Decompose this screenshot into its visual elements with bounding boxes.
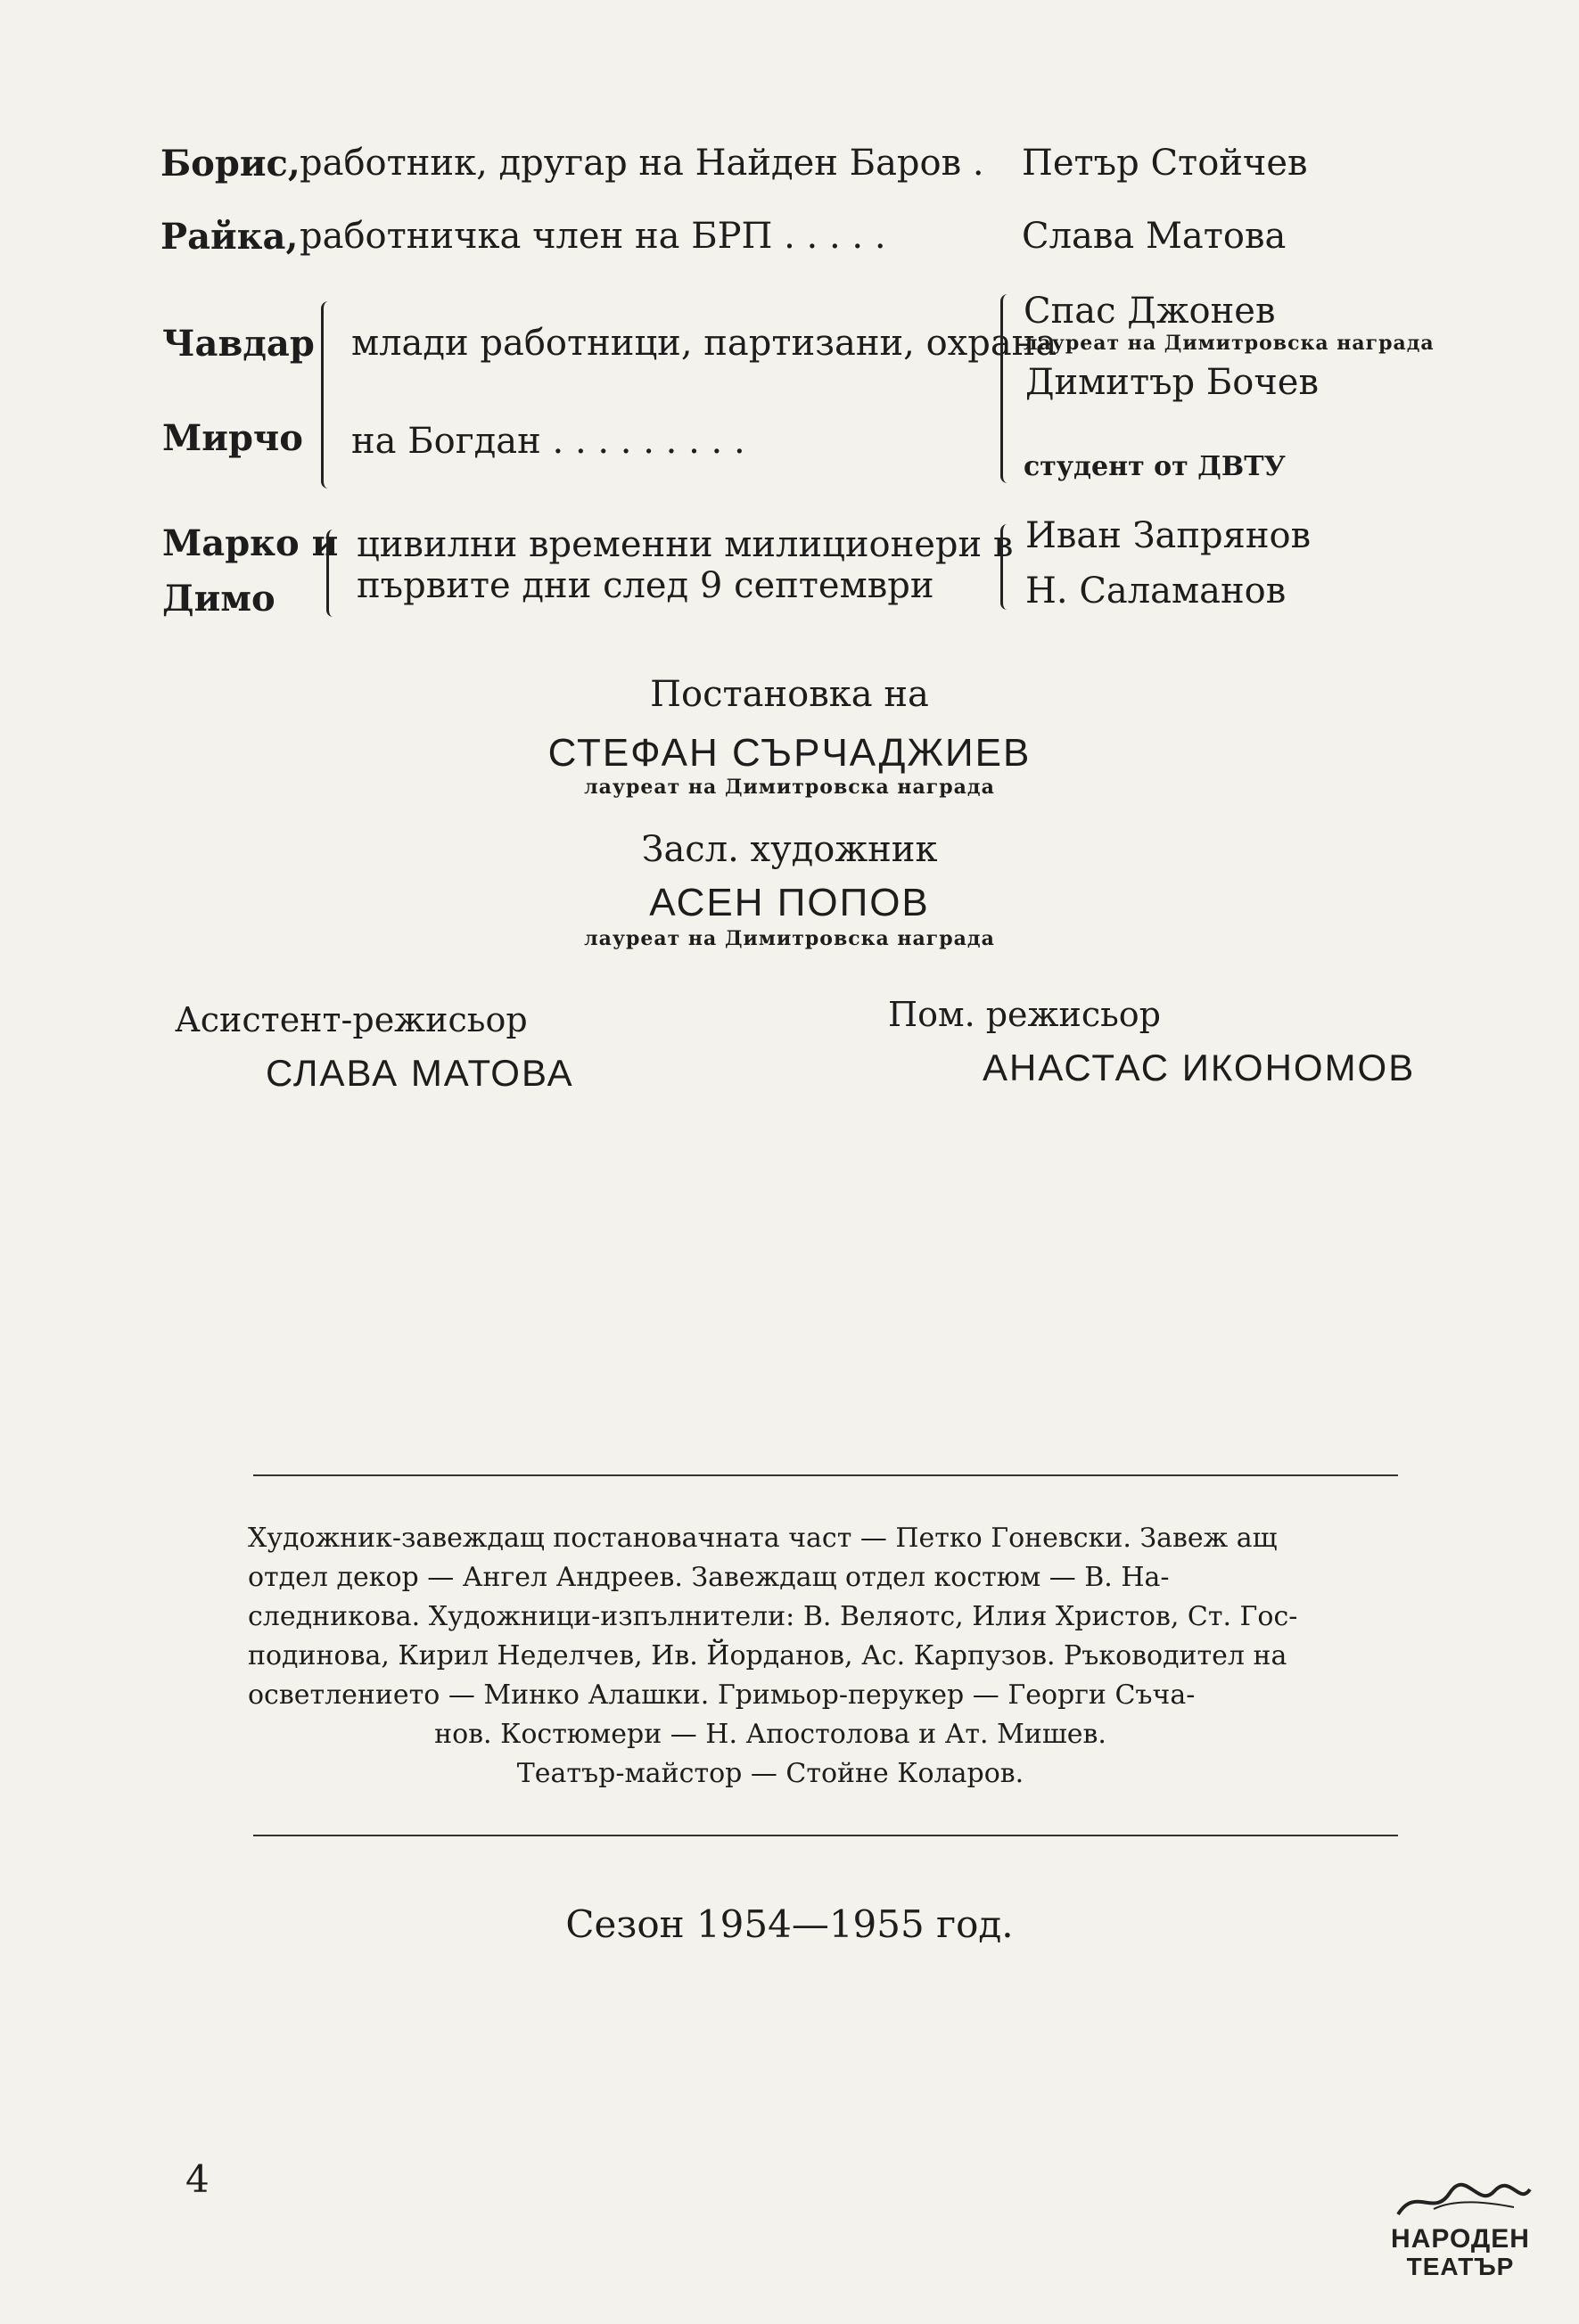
role-name: Марко и xyxy=(162,522,339,564)
credits-line: Художник-завеждащ постановачната част — Петко Гоневски. Завеж ащ xyxy=(248,1523,1278,1554)
season-line: Сезон 1954—1955 год. xyxy=(565,1902,1014,1946)
role-name: Чавдар xyxy=(162,323,315,365)
role-description: първите дни след 9 септември xyxy=(357,565,934,606)
signature-icon xyxy=(1380,2182,1541,2221)
role-description: млади работници, партизани, охрана xyxy=(351,323,1057,364)
artist-name: АСЕН ПОПОВ xyxy=(649,881,930,924)
actor-name: Иван Запрянов xyxy=(1025,515,1312,556)
actor-name: Спас Джонев xyxy=(1024,291,1276,332)
left-brace xyxy=(321,301,336,489)
staging-label: Постановка на xyxy=(650,674,929,715)
page-number: 4 xyxy=(185,2157,210,2201)
right-brace xyxy=(1000,294,1016,483)
role-description: на Богдан . . . . . . . . . xyxy=(351,421,745,462)
credits-line: подинова, Кирил Неделчев, Ив. Йорданов, Ас. Карпузов. Ръководител на xyxy=(248,1640,1287,1671)
role-name: Мирчо xyxy=(162,417,303,459)
role-description: работничка член на БРП . . . . . xyxy=(300,216,886,257)
credits-line: осветлението — Минко Алашки. Гримьор-перукер — Георги Съча- xyxy=(248,1679,1196,1711)
role-name: Борис, xyxy=(160,143,300,185)
role-description: цивилни временни милиционери в xyxy=(357,524,1014,565)
assistant2-label: Пом. режисьор xyxy=(888,995,1162,1034)
actor-note: студент от ДВТУ xyxy=(1024,451,1286,482)
actor-name: Слава Матова xyxy=(1022,216,1287,257)
actor-name: Петър Стойчев xyxy=(1022,143,1308,184)
left-brace xyxy=(326,530,340,617)
assistant-name: СЛАВА МАТОВА xyxy=(266,1052,574,1094)
actor-name: Н. Саламанов xyxy=(1025,571,1287,612)
logo-text-bottom: ТЕАТЪР xyxy=(1406,2253,1515,2280)
assistant2-name: АНАСТАС ИКОНОМОВ xyxy=(983,1047,1416,1088)
technical-credits xyxy=(248,1519,1400,1794)
credits-line: отдел декор — Ангел Андреев. Завеждащ отдел костюм — В. На- xyxy=(248,1562,1170,1593)
divider-top xyxy=(253,1474,1398,1476)
credits-line: нов. Костюмери — Н. Апостолова и Ат. Мишев. xyxy=(434,1719,1106,1750)
artist-label: Засл. художник xyxy=(641,829,938,870)
artist-note: лауреат на Димитровска награда xyxy=(584,927,995,950)
actor-note: лауреат на Димитровска награда xyxy=(1024,332,1435,355)
credits-line: Театър-майстор — Стойне Коларов. xyxy=(516,1758,1024,1789)
director-note: лауреат на Димитровска награда xyxy=(584,776,995,799)
national-theatre-logo xyxy=(1380,2182,1541,2289)
role-name: Райка, xyxy=(160,216,299,258)
divider-bottom xyxy=(253,1835,1398,1836)
credits-line: следникова. Художници-изпълнители: В. Веляотс, Илия Христов, Ст. Гос- xyxy=(248,1601,1298,1632)
role-name: Димо xyxy=(162,578,276,620)
actor-name: Димитър Бочев xyxy=(1025,362,1319,403)
role-description: работник, другар на Найден Баров . xyxy=(300,143,984,184)
assistant-label: Асистент-режисьор xyxy=(175,1000,528,1039)
logo-text-top: НАРОДЕН xyxy=(1391,2224,1530,2254)
right-brace xyxy=(1000,524,1014,610)
director-name: СТЕФАН СЪРЧАДЖИЕВ xyxy=(547,731,1032,775)
